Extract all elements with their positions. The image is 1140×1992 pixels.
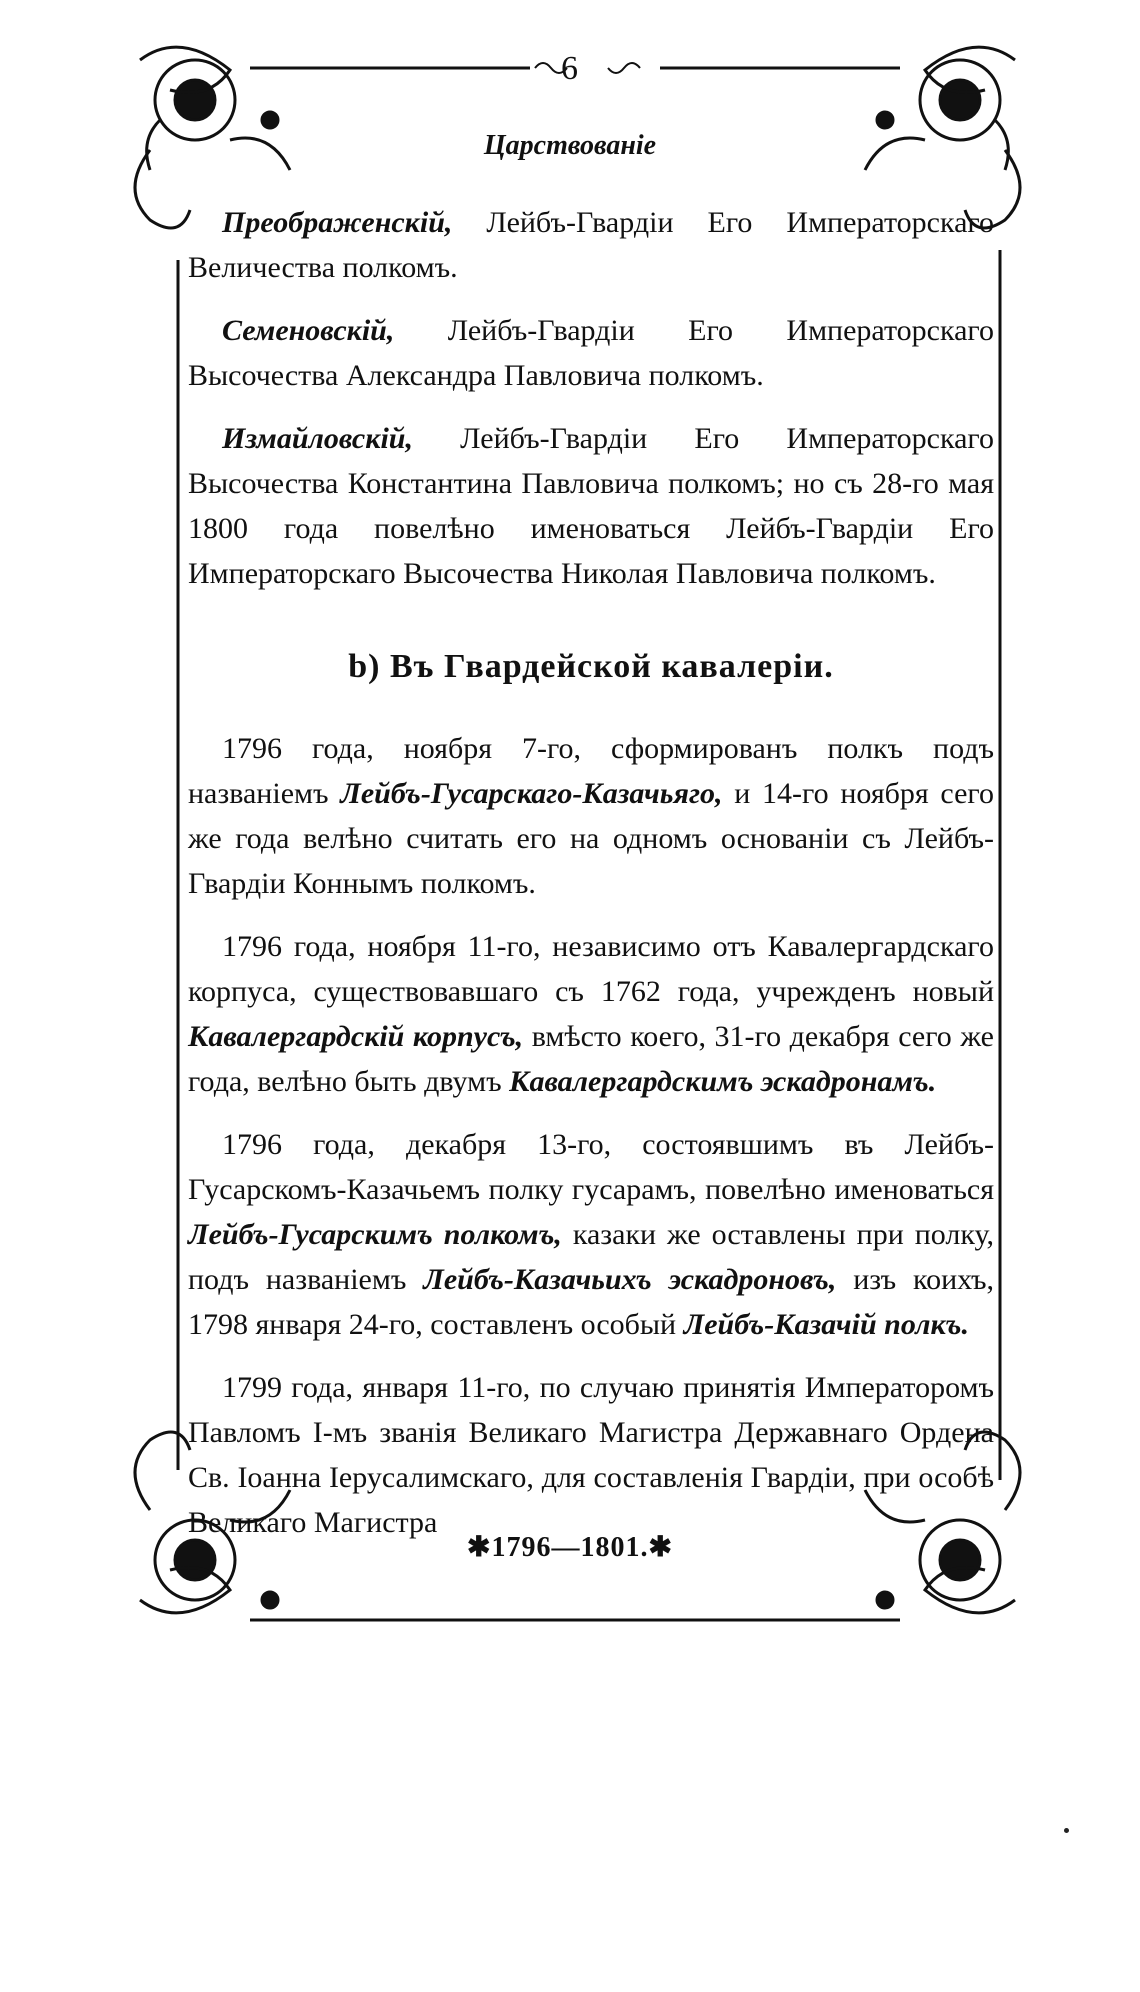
paragraph-text: 1796 года, декабря 13-го, состоявшимъ въ Лейбъ-Гусарскомъ-Казачьемъ полку гусарамъ, повелѣно именоваться xyxy=(188,1128,994,1206)
italic-term: Лейбъ-Казачій полкъ. xyxy=(683,1308,969,1341)
italic-term: Кавалергардскій корпусъ, xyxy=(188,1020,524,1053)
paragraph-text: изъ коихъ, 1798 января 24-го, составленъ особый xyxy=(188,1263,995,1341)
italic-term: Лейбъ-Гусарскимъ полкомъ, xyxy=(188,1218,562,1251)
regiment-name: Преображенскій, xyxy=(222,206,453,239)
paragraph-izmailovsky xyxy=(188,416,994,596)
paragraph-text: Лейбъ-Гвардіи Его Императорскаго Высочества Константина Павловича полкомъ; но съ 28-го мая 1800 года повелѣно именоваться Лейбъ-Гвардіи Его Императорскаго Высочества Николая Павловича полкомъ. xyxy=(188,422,994,590)
paragraph-text: казаки же оставлены при полку, подъ названіемъ xyxy=(188,1218,994,1296)
print-speck xyxy=(1064,1828,1069,1833)
running-head: Царствованіе xyxy=(483,130,657,161)
paragraph-text: Лейбъ-Гвардіи Его Императорскаго Высочества Александра Павловича полкомъ. xyxy=(188,314,994,392)
paragraph-preobrazhensky xyxy=(188,200,994,290)
paragraph-chevalier-guard xyxy=(188,924,994,1104)
paragraph-text: и 14-го ноября сего же года велѣно считать его на одномъ основаніи съ Лейбъ-Гвардіи Коннымъ полкомъ. xyxy=(188,777,994,900)
italic-term: Лейбъ-Гусарскаго-Казачьяго, xyxy=(340,777,723,810)
paragraph-text: 1796 года, ноября 7-го, сформированъ полкъ подъ названіемъ xyxy=(188,732,994,810)
paragraph-text: 1799 года, января 11-го, по случаю принятія Императоромъ Павломъ I-мъ званія Великаго Магистра Державнаго Ордена Св. Іоанна Іерусалимскаго, для составленія Гвардіи, при особѣ Великаго Магистра xyxy=(188,1371,994,1539)
regiment-name: Семеновскій, xyxy=(222,314,395,347)
footer-dates: ✱1796—1801.✱ xyxy=(467,1532,673,1563)
paragraph-text: 1796 года, ноября 11-го, независимо отъ Кавалергардскаго корпуса, существовавшаго съ 1762 года, учрежденъ новый xyxy=(188,930,994,1008)
paragraph-text: вмѣсто коего, 31-го декабря сего же года, велѣно быть двумъ xyxy=(188,1020,994,1098)
paragraph-semenovsky xyxy=(188,308,994,398)
regiment-name: Измайловскій, xyxy=(222,422,413,455)
page-number: 6 xyxy=(561,50,579,87)
paragraph-hussar-regiment xyxy=(188,1122,994,1347)
italic-term: Лейбъ-Казачьихъ эскадроновъ, xyxy=(423,1263,837,1296)
paragraph-hussar-cossack xyxy=(188,726,994,906)
italic-term: Кавалергардскимъ эскадронамъ. xyxy=(509,1065,937,1098)
section-heading: b) Въ Гвардейской кавалеріи. xyxy=(348,648,834,685)
paragraph-text: Лейбъ-Гвардіи Его Императорскаго Величества полкомъ. xyxy=(188,206,994,284)
text-block xyxy=(188,200,994,1545)
paragraph-grand-master xyxy=(188,1365,994,1545)
